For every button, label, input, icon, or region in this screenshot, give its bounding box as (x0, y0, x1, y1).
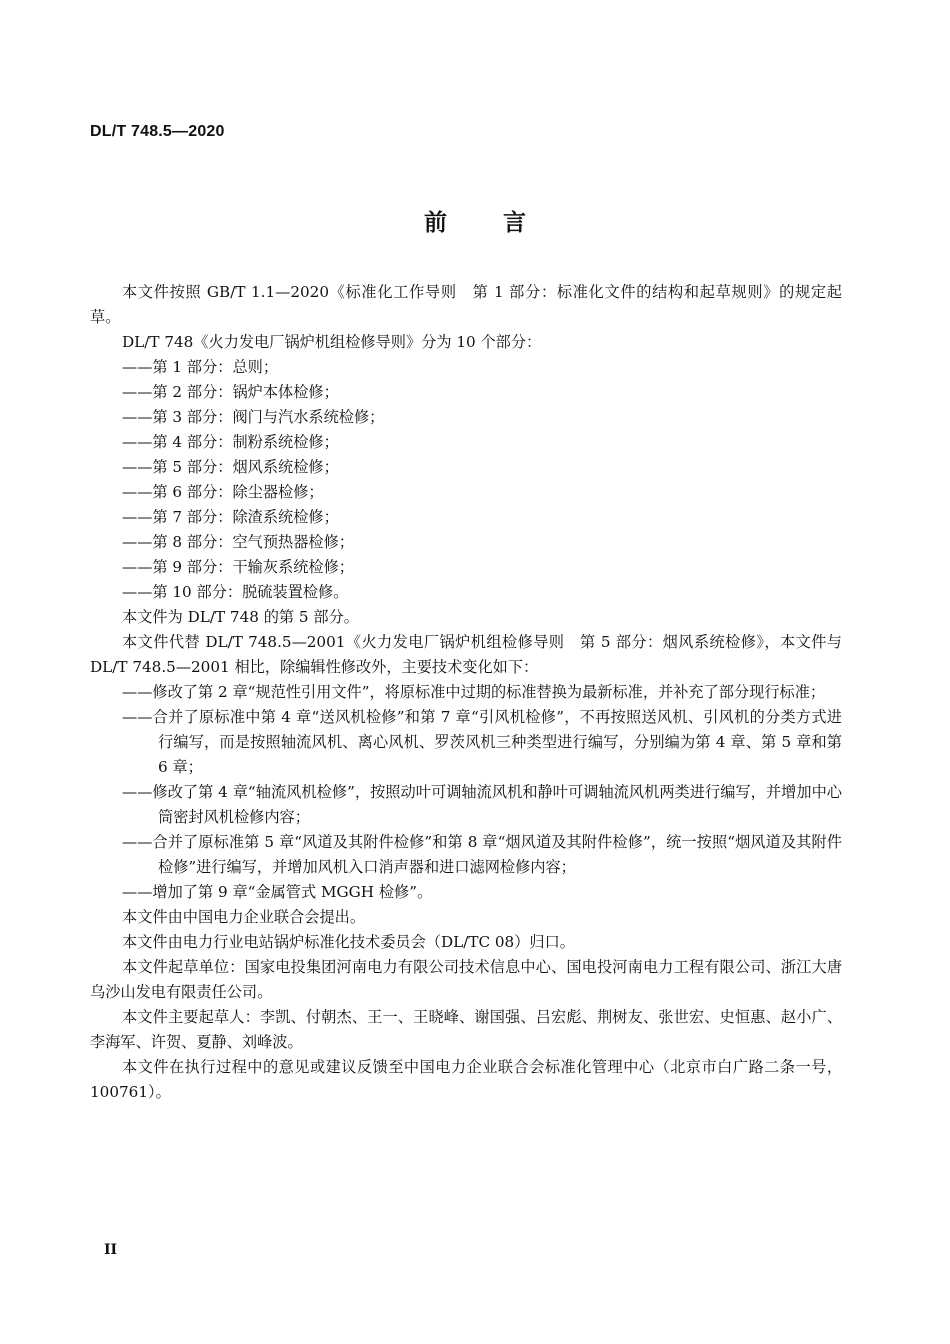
list-item: ——第 2 部分：锅炉本体检修； (122, 383, 339, 401)
change-item: ——合并了原标准第 5 章“风道及其附件检修”和第 8 章“烟风道及其附件检修”，统一按照“烟风道及其附件检修”进行编写，并增加风机入口消声器和进口滤网检修内容； (122, 833, 842, 876)
change-item: ——合并了原标准中第 4 章“送风机检修”和第 7 章“引风机检修”，不再按照送风机、引风机的分类方式进行编写，而是按照轴流风机、离心风机、罗茨风机三种类型进行编写，分别编为第 4 章、第 5 章和第 6 章； (122, 708, 842, 776)
change-item: ——修改了第 4 章“轴流风机检修”，按照动叶可调轴流风机和静叶可调轴流风机两类进行编写，并增加中心筒密封风机检修内容； (122, 783, 842, 826)
replaces-paragraph: 本文件代替 DL/T 748.5—2001《火力发电厂锅炉机组检修导则 第 5 部分：烟风系统检修》，本文件与 DL/T 748.5—2001 相比，除编辑性修改外，主要技术变化如下： (90, 633, 842, 676)
list-item: ——第 9 部分：干输灰系统检修； (122, 558, 354, 576)
change-item: ——修改了第 2 章“规范性引用文件”，将原标准中过期的标准替换为最新标准，并补充了部分现行标准； (122, 683, 826, 701)
foreword-body (90, 280, 842, 1105)
managed-by-paragraph: 本文件由电力行业电站锅炉标准化技术委员会（DL/TC 08）归口。 (122, 933, 575, 951)
drafting-units-paragraph: 本文件起草单位：国家电投集团河南电力有限公司技术信息中心、国电投河南电力工程有限公司、浙江大唐乌沙山发电有限责任公司。 (90, 958, 842, 1001)
changes-list (90, 680, 842, 905)
page-title (0, 204, 950, 237)
proposed-by-paragraph: 本文件由中国电力企业联合会提出。 (122, 908, 365, 926)
list-item: ——第 6 部分：除尘器检修； (122, 483, 324, 501)
parts-list (90, 355, 842, 605)
title-char-left: 前 (424, 210, 447, 236)
list-item: ——第 3 部分：阀门与汽水系统检修； (122, 408, 385, 426)
feedback-paragraph: 本文件在执行过程中的意见或建议反馈至中国电力企业联合会标准化管理中心（北京市白广路二条一号，100761）。 (90, 1058, 842, 1101)
change-item: ——增加了第 9 章“金属管式 MGGH 检修”。 (122, 883, 433, 901)
list-item: ——第 5 部分：烟风系统检修； (122, 458, 339, 476)
document-code: DL/T 748.5—2020 (90, 123, 225, 140)
intro-paragraph-2: DL/T 748《火力发电厂锅炉机组检修导则》分为 10 个部分： (122, 333, 542, 351)
part-of-paragraph: 本文件为 DL/T 748 的第 5 部分。 (122, 608, 359, 626)
list-item: ——第 10 部分：脱硫装置检修。 (122, 583, 349, 601)
list-item: ——第 1 部分：总则； (122, 358, 279, 376)
drafters-paragraph: 本文件主要起草人：李凯、付朝杰、王一、王晓峰、谢国强、吕宏彪、荆树友、张世宏、史恒惠、赵小广、李海军、许贺、夏静、刘峰波。 (90, 1008, 842, 1051)
list-item: ——第 4 部分：制粉系统检修； (122, 433, 339, 451)
list-item: ——第 8 部分：空气预热器检修； (122, 533, 354, 551)
page-number: II (104, 1242, 118, 1258)
intro-paragraph-1: 本文件按照 GB/T 1.1—2020《标准化工作导则 第 1 部分：标准化文件的结构和起草规则》的规定起草。 (90, 283, 842, 326)
list-item: ——第 7 部分：除渣系统检修； (122, 508, 339, 526)
title-char-right: 言 (503, 210, 526, 236)
